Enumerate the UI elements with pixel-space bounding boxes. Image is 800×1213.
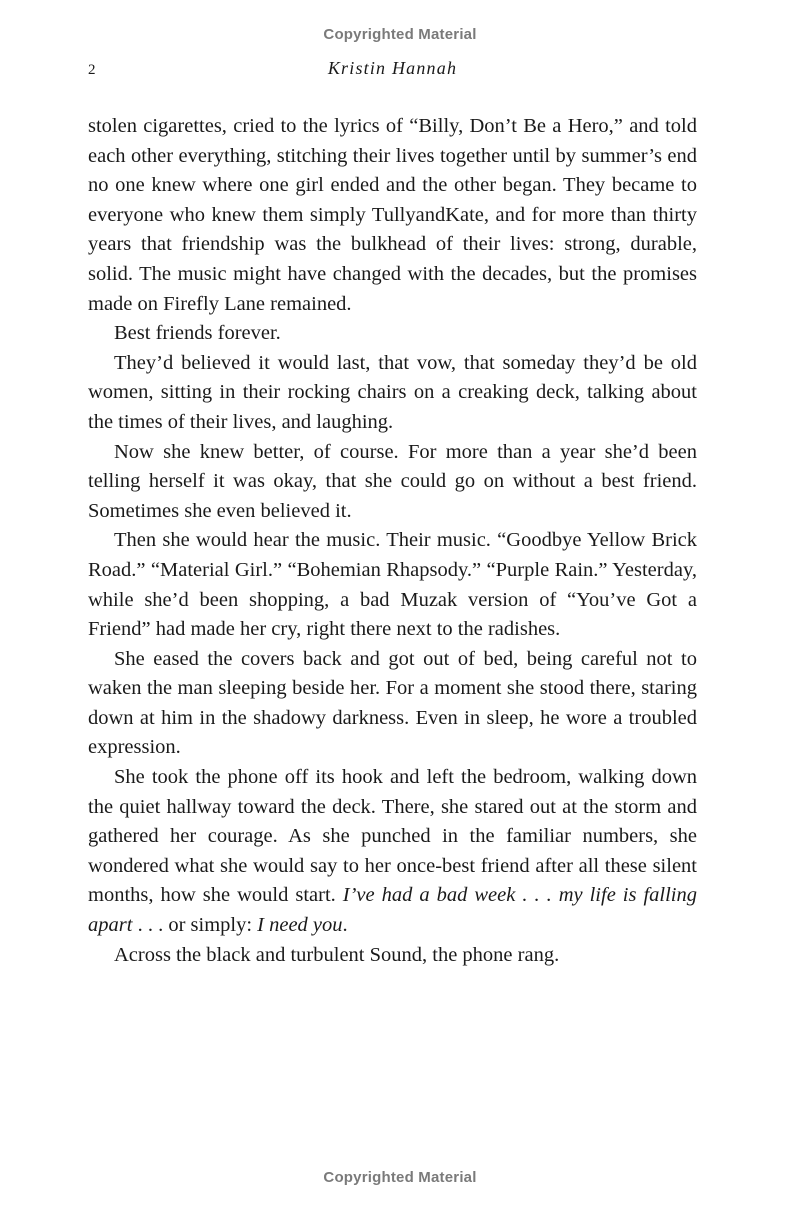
running-head-author: Kristin Hannah [327,58,458,78]
paragraph: They’d believed it would last, that vow, that someday they’d be old women, sitting in their rocking chairs on a creaking deck, talking about the times of their lives, and laughing. [88,351,697,433]
copyright-watermark-top: Copyrighted Material [323,26,477,43]
paragraph: Then she would hear the music. Their music. “Goodbye Yellow Brick Road.” “Material Girl.” “Bohemian Rhapsody.” “Purple Rain.” Yesterday, while she’d been shopping, a bad Muzak version of “You’ve Got a Friend” had made her cry, right there next to the radishes. [88,529,697,641]
body-text [88,112,697,970]
paragraph: Across the black and turbulent Sound, the phone rang. [114,943,560,966]
copyright-watermark-bottom: Copyrighted Material [323,1169,477,1186]
paragraph: stolen cigarettes, cried to the lyrics of “Billy, Don’t Be a Hero,” and told each other everything, stitching their lives together until by summer’s end no one knew where one girl ended and the other began. They became to everyone who knew them simply TullyandKate, and for more than thirty years that friendship was the bulkhead of their lives: strong, durable, solid. The music might have changed with the decades, but the promises made on Firefly Lane remained. [88,115,697,315]
italic-text: I’ve had a bad week . . . my life is falling apart [88,884,697,937]
italic-text: I need you [257,914,343,937]
paragraph-text: She took the phone off its hook and left the bedroom, walking down the quiet hallway toward the deck. There, she stared out at the storm and gathered her courage. As she punched in the familiar numbers, she wondered what she would say to her once-best friend after all these silent months, how she would start. [88,766,697,907]
paragraph: Now she knew better, of course. For more than a year she’d been telling herself it was okay, that she could go on without a best friend. Sometimes she even believed it. [88,440,697,522]
page-header [88,58,697,86]
paragraph-text: . [342,914,348,937]
paragraph: She eased the covers back and got out of bed, being careful not to waken the man sleeping beside her. For a moment she stood there, staring down at him in the shadowy darkness. Even in sleep, he wore a troubled expression. [88,647,697,759]
paragraph [88,763,697,941]
paragraph-text: . . . or simply: [132,914,258,937]
page-number: 2 [88,62,96,78]
paragraph: Best friends forever. [114,322,281,345]
